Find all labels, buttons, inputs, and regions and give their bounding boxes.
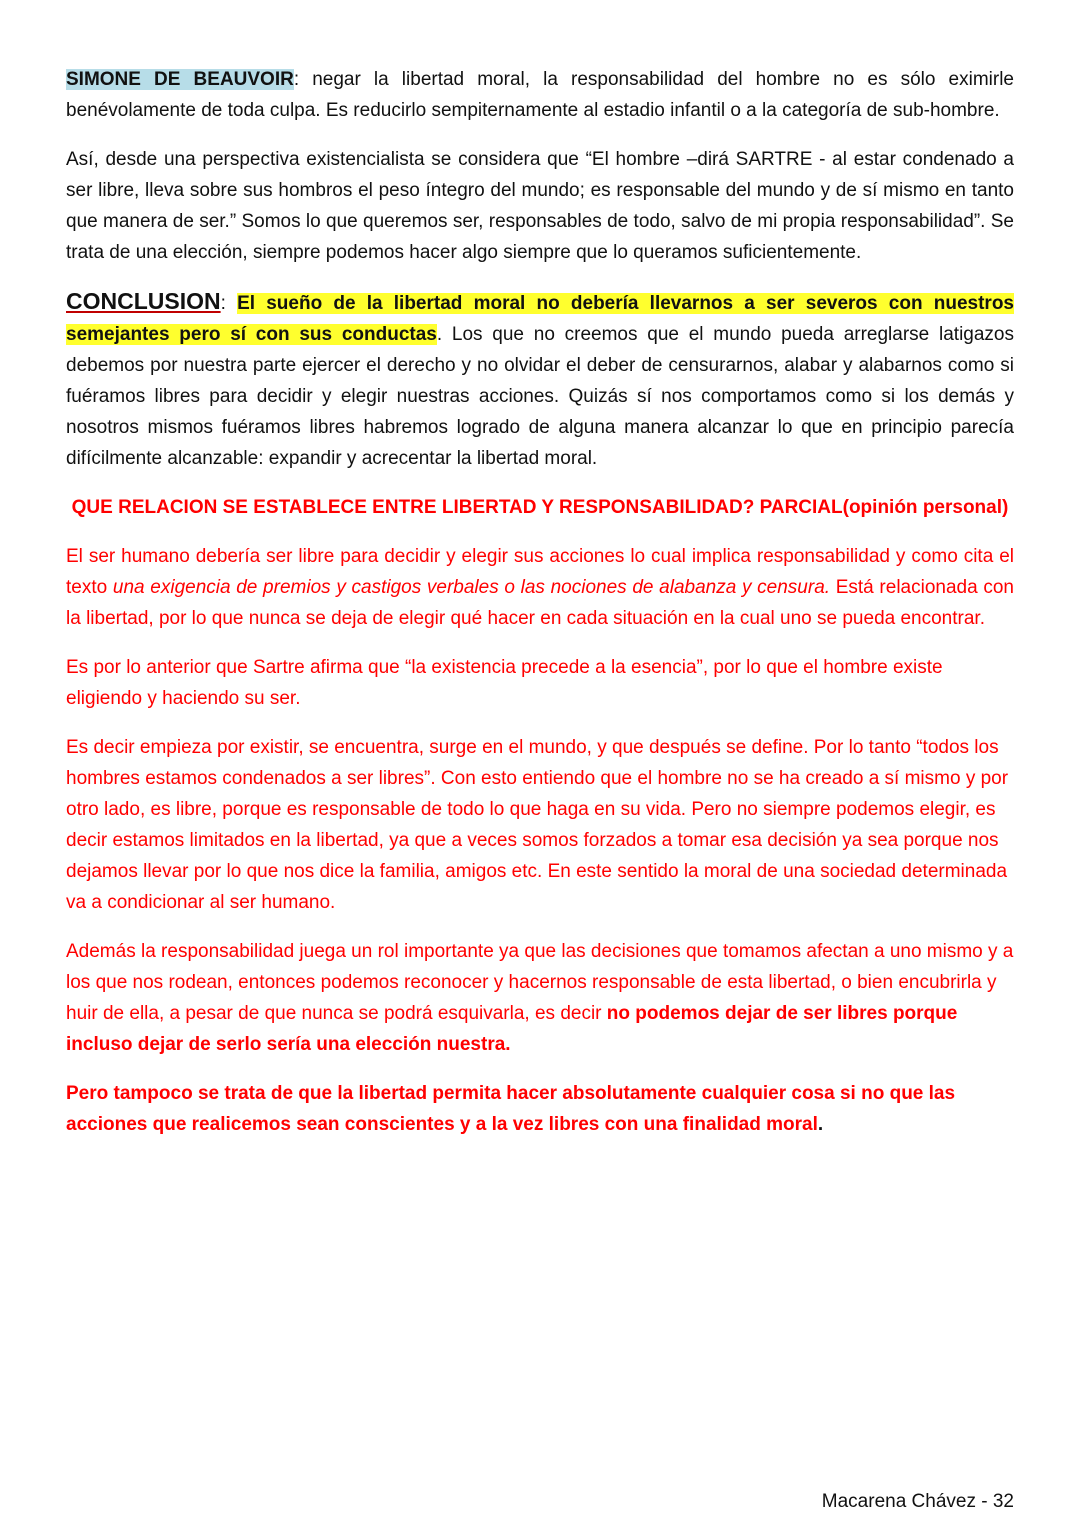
answer-paragraph-4 [66,936,1014,1060]
question-heading: QUE RELACION SE ESTABLECE ENTRE LIBERTAD Y RESPONSABILIDAD? PARCIAL(opinión personal) [71,497,1009,518]
conclusion-label: CONCLUSION [66,288,221,314]
beauvoir-name: SIMONE DE BEAUVOIR [66,69,294,90]
beauvoir-text: : negar la libertad moral, la responsabilidad del hombre no es sólo eximirle benévolamente de toda culpa. Es reducirlo sempiternamente al estadio infantil o a la categoría de sub-hombre. [66,69,1014,121]
answer-paragraph-3: Es decir empieza por existir, se encuentra, surge en el mundo, y que después se define. Por lo tanto “todos los hombres estamos condenados a ser libres”. Con esto entiendo que el hombre no se ha creado a sí mismo y por otro lado, es libre, porque es responsable de todo lo que haga en su vida. Pero no siempre podemos elegir, es decir estamos limitados en la libertad, ya que a veces somos forzados a tomar esa decisión ya sea porque nos dejamos llevar por lo que nos dice la familia, amigos etc. En este sentido la moral de una sociedad determinada va a condicionar al ser humano. [66,737,1009,913]
answer-paragraph-5 [66,1078,1014,1140]
conclusion-separator: : [220,293,238,314]
conclusion-paragraph [66,286,1014,474]
answer-4-bold: no podemos dejar de ser libres porque incluso dejar de serlo sería una elección nuestra. [66,1003,958,1055]
page-footer: Macarena Chávez - 32 [821,1491,1014,1512]
beauvoir-paragraph [66,64,1014,126]
answer-4-pre: Además la responsabilidad juega un rol importante ya que las decisiones que tomamos afectan a uno mismo y a los que nos rodean, entonces podemos reconocer y hacernos responsable de esta libertad, o bien encubrirla y huir de ella, a pesar de que nunca se podrá esquivarla, es decir [66,941,1014,1024]
answer-paragraph-1 [66,541,1014,634]
answer-paragraph-2: Es por lo anterior que Sartre afirma que “la existencia precede a la esencia”, por lo que el hombre existe eligiendo y haciendo su ser. [66,657,943,709]
answer-1-pre: El ser humano debería ser libre para decidir y elegir sus acciones lo cual implica responsabilidad y como cita el texto [66,546,1014,598]
answer-1-quote: una exigencia de premios y castigos verbales o las nociones de alabanza y censura. [112,577,831,598]
answer-5-bold: Pero tampoco se trata de que la libertad permita hacer absolutamente cualquier cosa si no que las acciones que realicemos sean conscientes y a la vez libres con una finalidad moral [66,1083,956,1135]
sartre-paragraph: Así, desde una perspectiva existencialista se considera que “El hombre –dirá SARTRE - al estar condenado a ser libre, lleva sobre sus hombros el peso íntegro del mundo; es responsable del mundo y de sí mismo en tanto que manera de ser.” Somos lo que queremos ser, responsables de todo, salvo de mi propia responsabilidad”. Se trata de una elección, siempre podemos hacer algo siempre que lo queramos suficientemente. [66,149,1014,263]
document-body [66,64,1014,1158]
conclusion-highlight: El sueño de la libertad moral no debería llevarnos a ser severos con nuestros semejantes pero sí con sus conductas [66,293,1014,345]
answer-5-end: . [817,1114,824,1135]
answer-1-post: Está relacionada con la libertad, por lo que nunca se deja de elegir qué hacer en cada situación en la cual uno se pueda encontrar. [66,577,1014,629]
conclusion-text: . Los que no creemos que el mundo pueda arreglarse latigazos debemos por nuestra parte ejercer el derecho y no olvidar el deber de censurarnos, alabar y alabarnos como si fuéramos libres para decidir y elegir nuestras acciones. Quizás sí nos comportamos como si los demás y nosotros mismos fuéramos libres habremos logrado de alguna manera alcanzar lo que en principio parecía difícilmente alcanzable: expandir y acrecentar la libertad moral. [66,324,1014,469]
